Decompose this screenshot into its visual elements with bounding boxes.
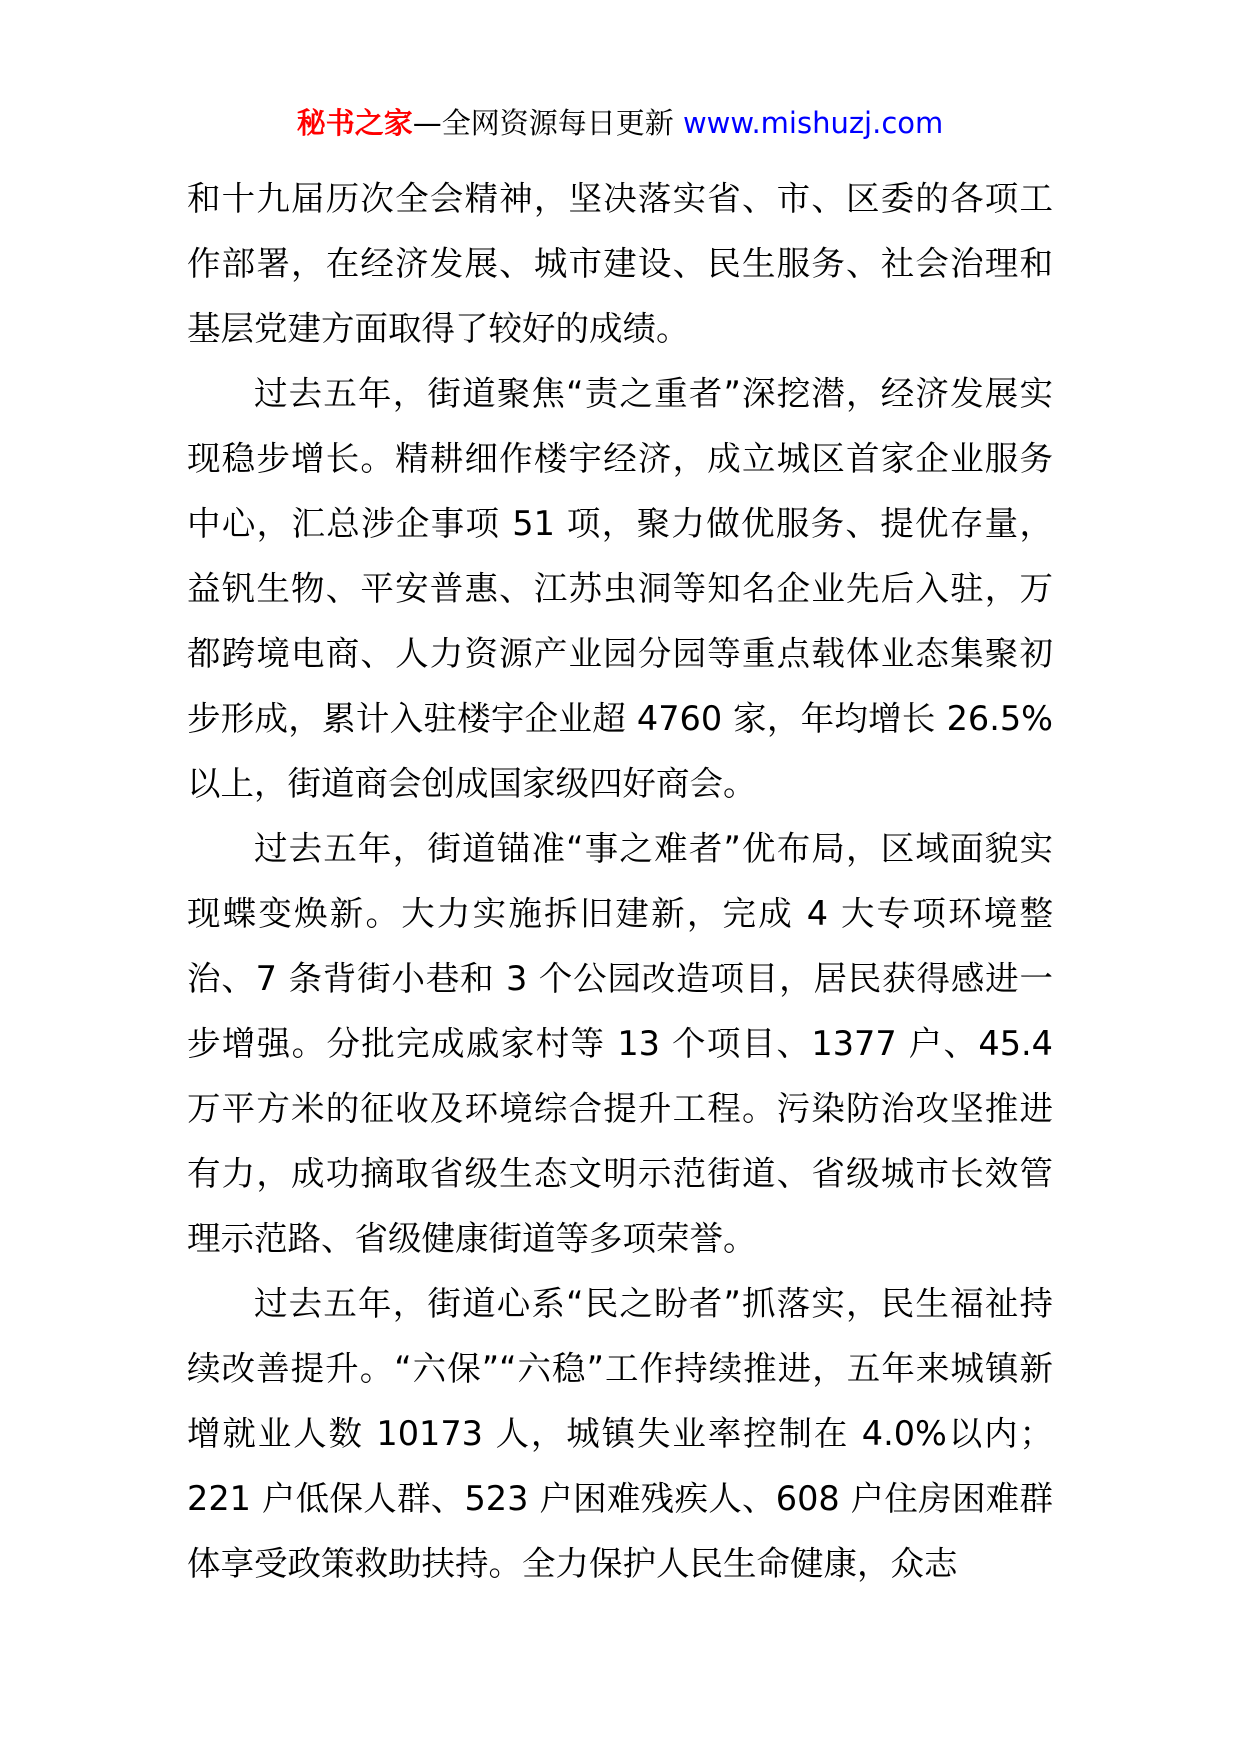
paragraph-livelihood: 过去五年，街道心系“民之盼者”抓落实，民生福祉持续改善提升。“六保”“六稳”工作持续推进，五年来城镇新增就业人数 10173 人，城镇失业率控制在 4.0%以内；221 户低保人群、523 户困难残疾人、608 户住房困难群体享受政策救助扶持。全力保护人民生命健康，众志 — [187, 1284, 1053, 1583]
paragraph-economy: 过去五年，街道聚焦“责之重者”深挖潜，经济发展实现稳步增长。精耕细作楼宇经济，成立城区首家企业服务中心，汇总涉企事项 51 项，聚力做优服务、提优存量，益钒生物、平安普惠、江苏虫洞等知名企业先后入驻，万都跨境电商、人力资源产业园分园等重点载体业态集聚初步形成，累计入驻楼宇企业超 4760 家，年均增长 26.5%以上，街道商会创成国家级四好商会。 — [187, 374, 1053, 803]
header-slogan: —全网资源每日更新 — [412, 106, 674, 140]
page-header — [0, 103, 1240, 143]
paragraph-urban: 过去五年，街道锚准“事之难者”优布局，区域面貌实现蝶变焕新。大力实施拆旧建新，完成 4 大专项环境整治、7 条背街小巷和 3 个公园改造项目，居民获得感进一步增强。分批完成戚家村等 13 个项目、1377 户、45.4 万平方米的征收及环境综合提升工程。污染防治攻坚推进有力，成功摘取省级生态文明示范街道、省级城市长效管理示范路、省级健康街道等多项荣誉。 — [187, 829, 1053, 1258]
paragraph-continued: 和十九届历次全会精神，坚决落实省、市、区委的各项工作部署，在经济发展、城市建设、民生服务、社会治理和基层党建方面取得了较好的成绩。 — [187, 179, 1053, 348]
header-url-link[interactable]: www.mishuzj.com — [682, 106, 944, 140]
document-body — [187, 166, 1053, 1596]
header-brand: 秘书之家 — [296, 106, 413, 140]
